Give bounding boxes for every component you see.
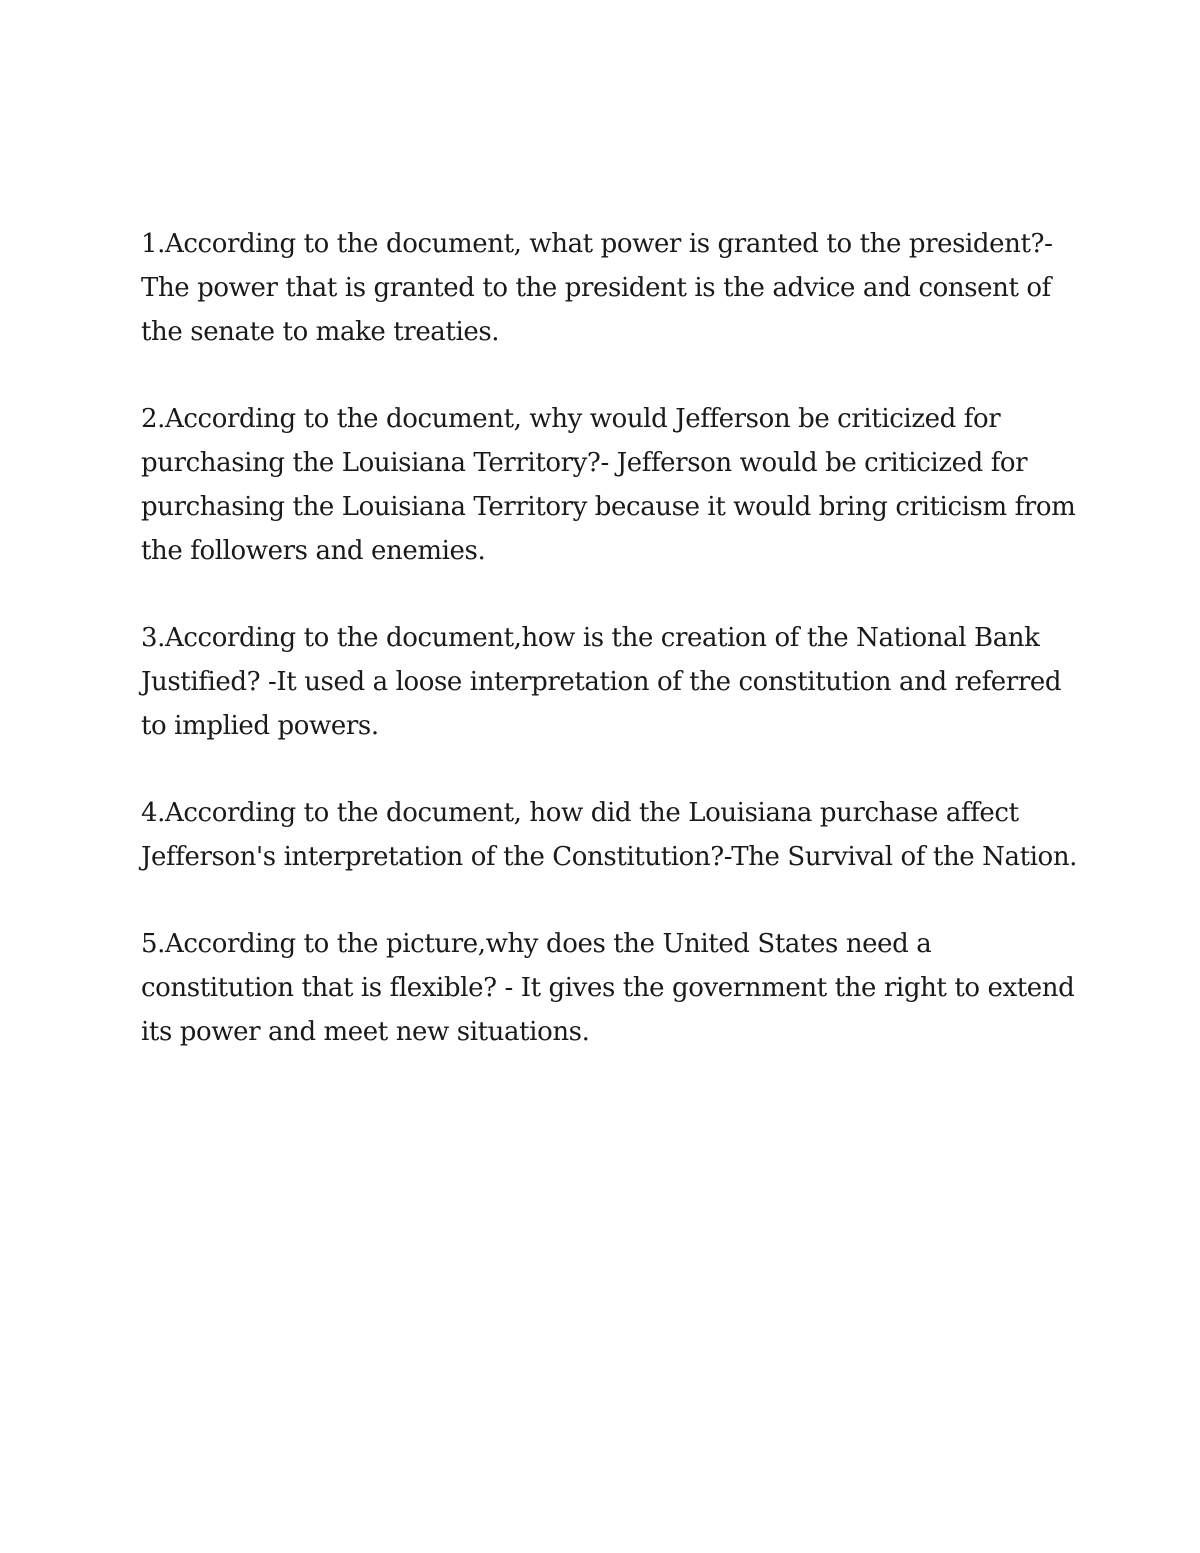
question-answer-1: 1.According to the document, what power is granted to the president?- The power that is granted to the president is the advice and consent of the senate to make treaties. xyxy=(141,229,1053,347)
question-answer-3: 3.According to the document,how is the creation of the National Bank Justified? -It used a loose interpretation of the constitution and referred to implied powers. xyxy=(141,623,1062,741)
document-body xyxy=(141,222,1081,1097)
question-answer-2: 2.According to the document, why would Jefferson be criticized for purchasing the Louisiana Territory?- Jefferson would be criticized for purchasing the Louisiana Territory because it would bring criticism from the followers and enemies. xyxy=(141,404,1076,566)
question-answer-5: 5.According to the picture,why does the United States need a constitution that is flexible? - It gives the government the right to extend its power and meet new situations. xyxy=(141,929,1075,1047)
question-answer-4: 4.According to the document, how did the Louisiana purchase affect Jefferson's interpretation of the Constitution?-The Survival of the Nation. xyxy=(141,798,1078,872)
